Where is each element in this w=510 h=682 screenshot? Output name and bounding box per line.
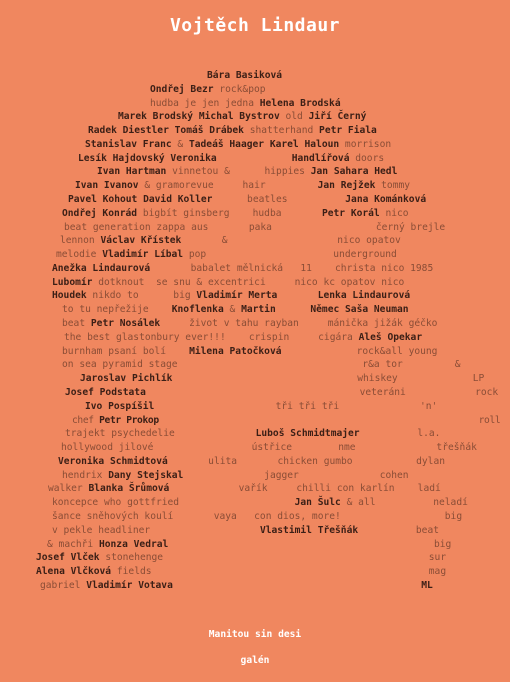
keyword-text: nikdo to big — [86, 290, 197, 302]
text-line — [65, 387, 498, 399]
keyword-text: l.a. — [359, 428, 441, 440]
name-text: Lesík Hajdovský Veronika — [78, 152, 217, 164]
keyword-text: doors — [349, 152, 385, 164]
name-text: Vladimír Merta — [196, 290, 278, 302]
keyword-text: rock&pop — [213, 83, 266, 95]
text-line — [62, 318, 437, 330]
text-line — [80, 373, 484, 385]
keyword-text: tři tři tři 'n' — [154, 400, 438, 412]
keyword-text: beat — [358, 524, 440, 536]
name-text: Václav Křístek — [100, 235, 182, 247]
text-line — [52, 290, 410, 302]
name-text: Ondřej Bezr — [150, 83, 214, 95]
name-text: Dany Stejskal — [108, 469, 184, 481]
keyword-text: babalet mělnická 11 christa nico 1985 — [150, 262, 434, 274]
keyword-text: fields mag — [111, 566, 447, 578]
name-text: Petr Fiala — [319, 125, 377, 137]
text-line — [52, 277, 404, 289]
text-line — [75, 180, 410, 192]
name-text: Vladimír Líbal — [102, 249, 184, 261]
keyword-text: vařík chilli con karlín ladí — [169, 483, 441, 495]
text-line — [65, 428, 440, 440]
text-line — [85, 401, 437, 413]
text-line — [58, 456, 445, 468]
text-line — [64, 222, 445, 234]
keyword-text: & — [171, 138, 189, 150]
keyword-text: pop underground — [183, 249, 397, 261]
name-text: Aleš Opekar — [358, 331, 423, 343]
text-line — [118, 111, 366, 123]
text-line — [52, 525, 439, 537]
keyword-text: dotknout se snu & excentrici nico kc opatov nico — [92, 276, 405, 288]
text-line — [52, 263, 433, 275]
name-text: Ivo Pospíšil — [85, 400, 155, 412]
keyword-text: tommy — [375, 180, 411, 192]
keyword-text: bigbít ginsberg hudba — [137, 207, 322, 219]
text-line — [150, 84, 266, 96]
name-text: Bára Basiková — [207, 70, 283, 81]
cover-subtitle: Manitou sin desi — [208, 629, 302, 640]
keyword-text: jagger cohen — [183, 469, 409, 481]
publisher-name: galén — [240, 655, 270, 666]
keyword-text: beat generation zappa aus paka černý brejle — [64, 221, 446, 233]
keyword-text: whiskey LP — [172, 373, 485, 385]
keyword-text: v pekle headliner — [52, 524, 260, 536]
text-line — [47, 539, 451, 551]
name-text: Marek Brodský Michal Bystrov — [118, 111, 280, 123]
text-line — [78, 153, 384, 165]
name-text: Jiří Černý — [308, 111, 367, 123]
keyword-text: & gramorevue hair — [138, 180, 318, 192]
text-line — [64, 332, 422, 344]
keyword-text: melodie — [56, 249, 103, 261]
name-text: Ivan Hartman — [97, 166, 167, 178]
text-line — [62, 470, 409, 482]
keyword-text: lennon — [60, 235, 101, 247]
name-text: Petr Nosálek — [90, 318, 161, 330]
text-line — [52, 497, 468, 509]
text-line — [207, 70, 282, 82]
name-text: Ivan Ivanov — [75, 180, 139, 192]
keyword-text: hudba je jen jedna — [150, 97, 260, 109]
keyword-text: & nico opatov — [181, 235, 401, 247]
text-line — [97, 166, 397, 178]
text-line — [68, 194, 426, 206]
text-line — [85, 139, 391, 151]
keyword-text: život v tahu rayban mánička jižák géčko — [160, 318, 438, 330]
name-text: Milena Patočková — [189, 345, 282, 357]
text-line — [62, 346, 437, 358]
name-text: Petr Korál — [321, 207, 380, 219]
name-text: Němec Saša Neuman — [310, 304, 409, 316]
name-text: Petr Prokop — [99, 414, 159, 426]
keyword-text: & machři — [47, 538, 99, 550]
keyword-text — [276, 304, 311, 315]
keyword-text: & all neladí — [340, 497, 468, 509]
text-line — [56, 249, 397, 261]
keyword-text: beat — [62, 318, 91, 330]
keyword-text: stonehenge sur — [99, 552, 447, 564]
text-line — [61, 442, 477, 454]
name-text: Helena Brodská — [259, 97, 341, 109]
keyword-text: & — [223, 304, 242, 316]
text-line — [60, 235, 401, 247]
name-text: Pavel Kohout David Koller — [68, 194, 213, 206]
text-line — [62, 359, 461, 371]
keyword-text: gabriel — [40, 579, 87, 591]
keyword-text: to tu nepřežije — [62, 304, 172, 316]
keyword-text — [173, 580, 421, 591]
name-text: Josef Podstata — [65, 386, 146, 398]
name-text: Jan Šulc — [294, 497, 341, 509]
keyword-text: hollywood jilové ústřice nme třešňák — [61, 442, 477, 454]
keyword-text: chef — [72, 414, 100, 426]
cover-title: Vojtěch Lindaur — [169, 15, 341, 36]
name-text: Lubomír — [52, 276, 93, 288]
keyword-text: koncepce who gottfried — [52, 497, 295, 509]
keyword-text: walker — [48, 483, 89, 495]
keyword-text: nico — [379, 207, 409, 219]
text-line — [72, 415, 500, 427]
text-line — [48, 483, 441, 495]
name-text: Knoflenka — [171, 304, 224, 316]
keyword-text: on sea pyramid stage r&a tor & — [62, 359, 461, 371]
name-text: Jana Kománková — [345, 194, 427, 206]
text-line — [62, 208, 409, 220]
keyword-text: vinnetou & hippies — [166, 166, 311, 178]
keyword-text: hendrix — [62, 469, 109, 481]
keyword-text: rock&all young — [281, 345, 438, 357]
text-line — [150, 98, 341, 110]
keyword-text: šance sněhových koulí vaya con dios, more! big — [52, 510, 463, 522]
name-text: Jan Sahara Hedl — [310, 166, 398, 178]
text-line — [62, 304, 409, 316]
text-line — [88, 125, 377, 137]
keyword-text: trajekt psychedelie — [65, 428, 256, 440]
text-line — [36, 552, 446, 564]
name-text: Ondřej Konrád — [62, 207, 138, 219]
text-line — [40, 580, 433, 592]
name-text: Houdek — [52, 290, 87, 302]
name-text: Radek Diestler Tomáš Drábek — [88, 125, 244, 137]
keyword-text — [217, 153, 292, 164]
name-text: Alena Vlčková — [36, 566, 112, 578]
keyword-text: big — [168, 538, 452, 550]
keyword-text: old — [279, 111, 309, 123]
name-text: Vlastimil Třešňák — [259, 524, 359, 536]
name-text: Jaroslav Pichlík — [80, 373, 173, 385]
name-text: Lenka Lindaurová — [317, 290, 411, 302]
keyword-text: beatles — [212, 194, 346, 206]
name-text: Anežka Lindaurová — [52, 262, 151, 274]
keyword-text: morrison — [339, 138, 392, 150]
name-text: Veronika Schmidtová — [58, 455, 168, 467]
name-text: ML — [421, 579, 433, 591]
name-text: Luboš Schmidtmajer — [255, 428, 360, 440]
name-text: Josef Vlček — [36, 552, 100, 564]
text-line — [36, 566, 446, 578]
keyword-text: roll — [158, 414, 501, 426]
name-text: Jan Rejžek — [317, 180, 376, 192]
text-line — [52, 511, 462, 523]
name-text: Honza Vedral — [98, 538, 169, 550]
keyword-text: ulita chicken gumbo dylan — [167, 455, 445, 467]
name-text: Stanislav Franc — [85, 138, 172, 150]
keyword-text: the best glastonbury ever!!! crispin cigára — [64, 331, 359, 343]
name-text: Tadeáš Haager Karel Haloun — [188, 138, 340, 150]
name-text: Vladimír Votava — [86, 579, 173, 591]
keyword-text: shatterhand — [243, 125, 320, 137]
keyword-text: burnham psaní bolí — [62, 345, 190, 357]
keyword-text — [277, 290, 317, 301]
name-text: Handlířová — [291, 152, 350, 164]
name-text: Martin — [241, 304, 276, 316]
keyword-text: veteráni rock — [145, 386, 499, 398]
name-text: Blanka Šrůmová — [88, 483, 170, 495]
